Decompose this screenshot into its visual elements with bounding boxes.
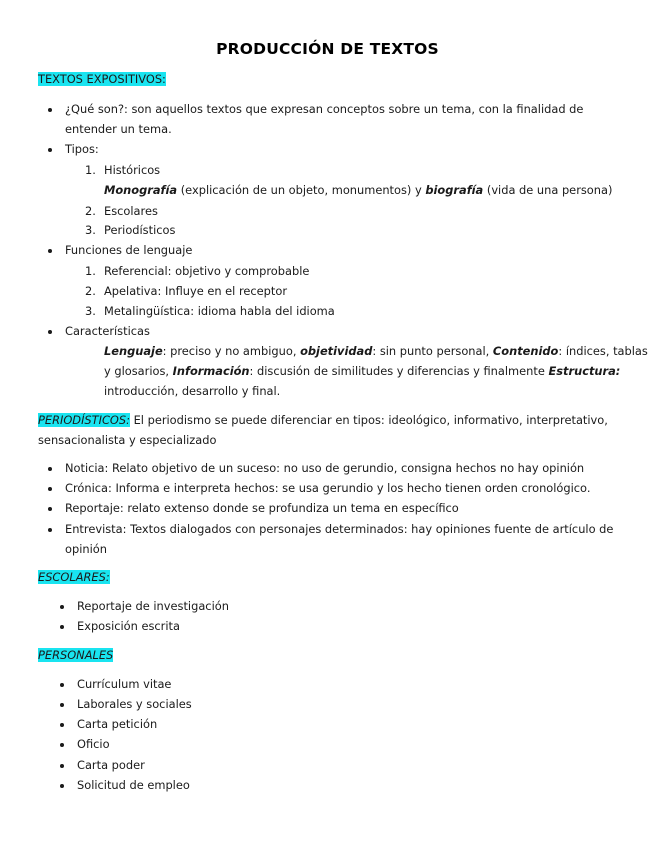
list-item-cronica: Crónica: Informa e interpreta hechos: se usa gerundio y los hecho tienen orden cronológico.	[65, 481, 591, 495]
list-item-noticia: Noticia: Relato objetivo de un suceso: no uso de gerundio, consigna hechos no hay opinión	[65, 461, 585, 475]
term-desc: y glosarios,	[104, 364, 173, 378]
item-text: Periodísticos	[104, 223, 176, 237]
item-text: Apelativa: Influye en el receptor	[104, 284, 288, 298]
list-item-text: Funciones de lenguaje	[65, 243, 193, 257]
item-text: Escolares	[104, 204, 158, 218]
tipo-item-periodisticos	[85, 223, 176, 238]
funcion-item	[85, 284, 288, 299]
caracteristicas-line-2	[104, 364, 620, 379]
list-item-text: Características	[65, 324, 150, 338]
list-item: Carta petición	[77, 717, 158, 731]
term-objetividad: objetividad	[300, 344, 373, 358]
list-item-reportaje: Reportaje: relato extenso donde se profundiza un tema en específico	[65, 501, 459, 515]
list-item-que-son	[65, 102, 583, 117]
item-text: Referencial: objetivo y comprobable	[104, 264, 310, 278]
item-number: 2.	[85, 284, 96, 298]
section-heading-periodisticos: PERIODÍSTICOS:	[38, 413, 130, 427]
list-item-caracteristicas	[65, 324, 150, 339]
term-lenguaje: Lenguaje	[104, 344, 163, 358]
list-item-text: ¿Qué son?: son aquellos textos que expresan conceptos sobre un tema, con la finalidad de	[65, 102, 584, 116]
term-desc: : sin punto personal,	[372, 344, 493, 358]
caracteristicas-line-3: introducción, desarrollo y final.	[104, 384, 281, 398]
list-item-entrevista	[65, 522, 613, 537]
term-biografia: biografía	[425, 183, 484, 197]
list-item-tipos	[65, 142, 99, 157]
heading-highlight: ESCOLARES:	[38, 570, 110, 584]
term-estructura: Estructura:	[548, 364, 621, 378]
list-item: Oficio	[77, 737, 110, 751]
list-item: Exposición escrita	[77, 619, 180, 633]
item-number: 1.	[85, 163, 96, 177]
item-number: 1.	[85, 264, 96, 278]
term-desc: (vida de una persona)	[483, 183, 613, 197]
historicos-detail	[104, 183, 612, 198]
periodisticos-intro-cont: sensacionalista y especializado	[38, 433, 217, 447]
list-item-funciones	[65, 243, 192, 258]
list-item: Carta poder	[77, 758, 145, 772]
item-text: Metalingüística: idioma habla del idioma	[104, 304, 335, 318]
item-text: Históricos	[104, 163, 161, 177]
list-item-text: Entrevista: Textos dialogados con personajes determinados: hay opiniones fuente de artículo de	[65, 522, 614, 536]
heading-highlight: TEXTOS EXPOSITIVOS:	[38, 72, 166, 86]
term-desc: : discusión de similitudes y diferencias y finalmente	[249, 364, 549, 378]
list-item: Reportaje de investigación	[77, 599, 229, 613]
periodisticos-intro	[38, 413, 608, 428]
term-desc: : preciso y no ambiguo,	[162, 344, 301, 358]
section-heading-personales	[38, 648, 113, 663]
term-informacion: Información	[172, 364, 250, 378]
item-number: 3.	[85, 223, 96, 237]
list-item: Currículum vitae	[77, 677, 172, 691]
term-monografia: Monografía	[104, 183, 178, 197]
term-desc: (explicación de un objeto, monumentos) y	[177, 183, 426, 197]
list-item: Solicitud de empleo	[77, 778, 190, 792]
caracteristicas-line-1	[104, 344, 648, 359]
intro-text: El periodismo se puede diferenciar en tipos: ideológico, informativo, interpretativo,	[129, 413, 608, 427]
item-number: 3.	[85, 304, 96, 318]
section-heading-escolares	[38, 570, 110, 585]
item-number: 2.	[85, 204, 96, 218]
tipo-item-historicos	[85, 163, 161, 178]
term-contenido: Contenido	[492, 344, 559, 358]
list-item-entrevista-cont: opinión	[65, 542, 107, 556]
list-item: Laborales y sociales	[77, 697, 192, 711]
list-item-que-son-cont: entender un tema.	[65, 122, 172, 136]
funcion-item	[85, 304, 335, 319]
page-title: PRODUCCIÓN DE TEXTOS	[216, 40, 439, 58]
term-desc: : índices, tablas	[558, 344, 648, 358]
tipo-item-escolares	[85, 204, 158, 219]
section-heading-expositivos	[38, 72, 166, 87]
funcion-item	[85, 264, 310, 279]
heading-highlight: PERSONALES	[38, 648, 114, 662]
list-item-text: Tipos:	[65, 142, 99, 156]
